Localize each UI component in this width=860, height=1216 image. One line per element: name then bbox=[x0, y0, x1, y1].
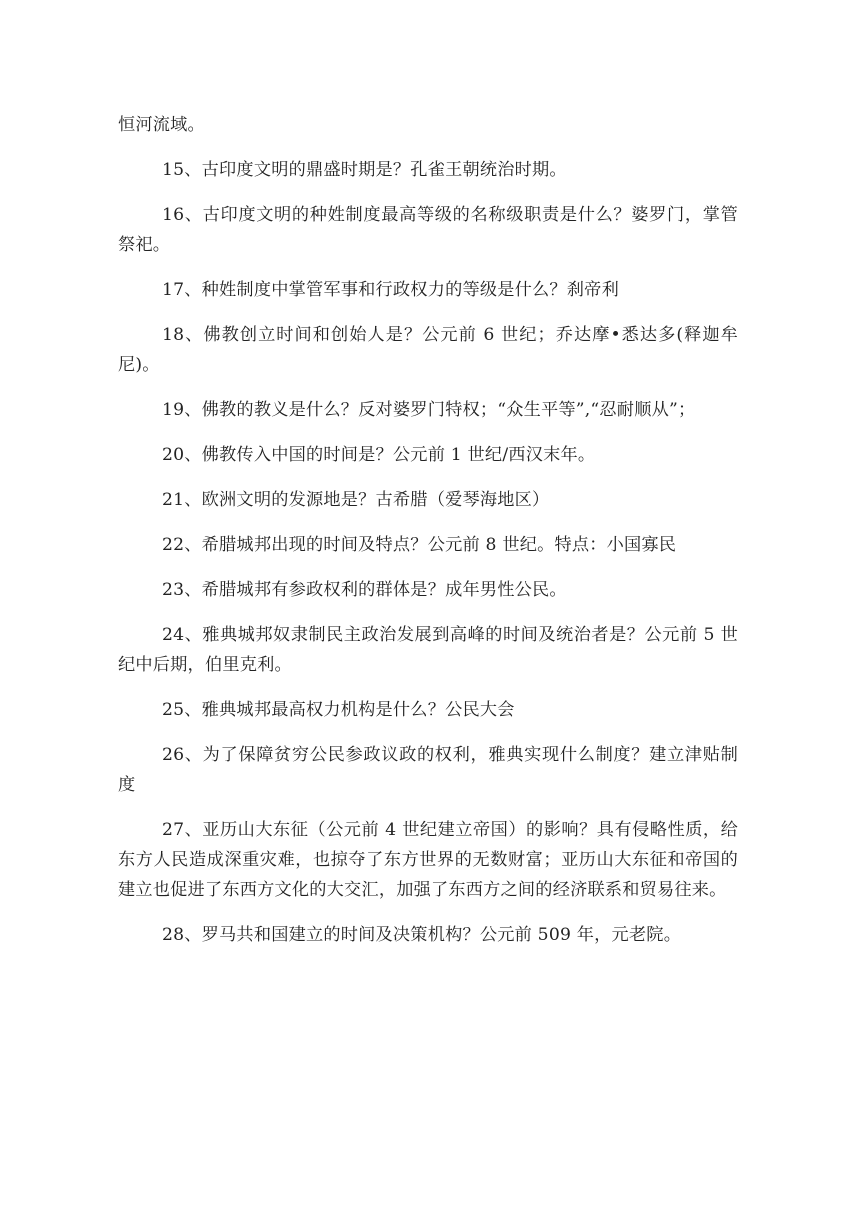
paragraph-q25: 25、雅典城邦最高权力机构是什么？公民大会 bbox=[162, 700, 515, 720]
paragraph-q24: 24、雅典城邦奴隶制民主政治发展到高峰的时间及统治者是？公元前 5 世纪中后期，伯里克利。 bbox=[118, 625, 738, 675]
paragraph-q23: 23、希腊城邦有参政权利的群体是？成年男性公民。 bbox=[162, 580, 567, 600]
paragraph-q17: 17、种姓制度中掌管军事和行政权力的等级是什么？刹帝利 bbox=[162, 280, 619, 300]
paragraph-q18: 18、佛教创立时间和创始人是？公元前 6 世纪；乔达摩•悉达多(释迦牟尼)。 bbox=[118, 325, 738, 375]
paragraph-q28: 28、罗马共和国建立的时间及决策机构？公元前 509 年，元老院。 bbox=[162, 925, 682, 945]
paragraph-q21: 21、欧洲文明的发源地是？古希腊（爱琴海地区） bbox=[162, 490, 550, 510]
paragraph-q16: 16、古印度文明的种姓制度最高等级的名称级职责是什么？婆罗门，掌管祭祀。 bbox=[118, 205, 738, 255]
paragraph-q22: 22、希腊城邦出现的时间及特点？公元前 8 世纪。特点：小国寡民 bbox=[162, 535, 677, 555]
paragraph-continuation: 恒河流域。 bbox=[118, 115, 205, 135]
paragraph-q15: 15、古印度文明的鼎盛时期是？孔雀王朝统治时期。 bbox=[162, 160, 567, 180]
paragraph-q26: 26、为了保障贫穷公民参政议政的权利，雅典实现什么制度？建立津贴制度 bbox=[118, 745, 738, 795]
paragraph-q27: 27、亚历山大东征（公元前 4 世纪建立帝国）的影响？具有侵略性质，给东方人民造成深重灾难，也掠夺了东方世界的无数财富；亚历山大东征和帝国的建立也促进了东西方文化的大交汇，加强了东西方之间的经济联系和贸易往来。 bbox=[118, 820, 738, 900]
document-body bbox=[118, 110, 738, 950]
paragraph-q20: 20、佛教传入中国的时间是？公元前 1 世纪/西汉末年。 bbox=[162, 445, 596, 465]
paragraph-q19: 19、佛教的教义是什么？反对婆罗门特权；“众生平等”,“忍耐顺从”； bbox=[162, 400, 696, 420]
